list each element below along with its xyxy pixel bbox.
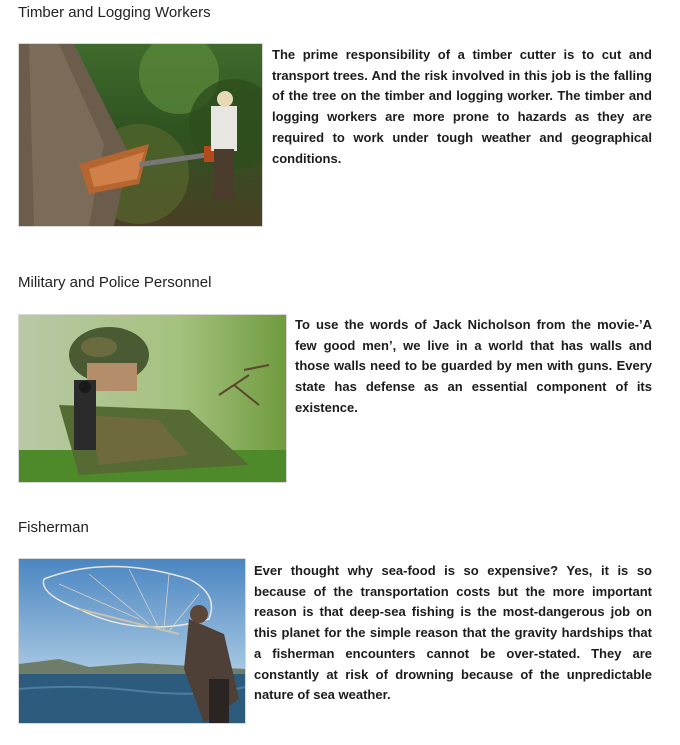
paragraph-timber: The prime responsibility of a timber cutter is to cut and transport trees. And the risk involved in this job is the falling of the tree on the timber and logging worker. The timber and logging workers are more prone to hazards as they are required to work under tough weather and geographical conditions.	[272, 47, 652, 166]
paragraph-military: To use the words of Jack Nicholson from the movie-’A few good men’, we live in a world that has walls and those walls need to be guarded by men with guns. Every state has defense as an essential component of its existence.	[295, 317, 652, 415]
timber-cutter-photo	[18, 43, 263, 227]
soldier-aiming-rifle-photo	[18, 314, 287, 483]
heading-military-police: Military and Police Personnel	[18, 274, 212, 291]
heading-fisherman: Fisherman	[18, 519, 89, 536]
heading-timber-logging: Timber and Logging Workers	[18, 4, 211, 21]
fisherman-casting-net-photo	[18, 558, 246, 724]
paragraph-fisherman: Ever thought why sea-food is so expensive? Yes, it is so because of the transportation costs but the more important reason is that deep-sea fishing is the most-dangerous job on this planet for the simple reason that the gravity hardships that a fisherman encounters cannot be over-stated. They are constantly at risk of drowning because of the unpredictable nature of sea weather.	[254, 563, 652, 703]
